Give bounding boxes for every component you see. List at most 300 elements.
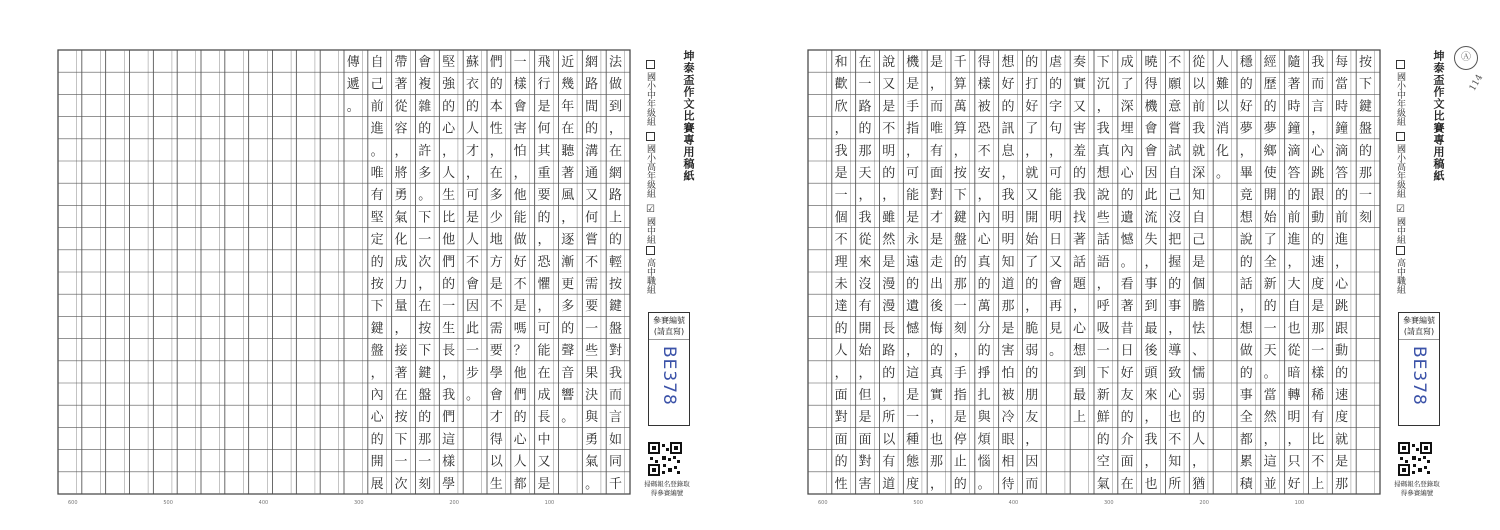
handwritten-char: 明 [1001,232,1015,248]
handwritten-char: 步 [465,365,479,381]
checkbox-icon[interactable] [1396,246,1405,255]
category-elementary-high[interactable]: 國小高年級組 [644,132,657,198]
handwritten-char: 不 [977,143,991,159]
handwritten-char: 所 [1168,476,1182,492]
handwritten-char: 滴 [1287,143,1301,159]
scale-label: 100 [1294,500,1305,506]
handwritten-char: 唯 [929,121,943,137]
handwritten-char: 那 [1001,299,1015,315]
category-elementary-middle[interactable]: 國小中年級組 [644,60,657,126]
handwritten-char: 扎 [977,387,991,403]
handwritten-char: 著 [394,77,408,93]
handwritten-char: 長 [442,343,456,359]
handwritten-char: 又 [1049,254,1063,270]
handwritten-char: ， [1096,99,1110,115]
handwritten-char: 按 [608,276,622,292]
handwritten-char: 鍵 [370,321,384,337]
handwritten-char: 鍵 [418,365,432,381]
handwritten-char: ， [1096,276,1110,292]
handwritten-char: 內 [370,387,384,403]
handwritten-char: 中 [537,432,551,448]
handwritten-char: 又 [537,454,551,470]
handwritten-char: 氣 [1096,476,1110,492]
handwritten-char: 每 [1335,54,1349,70]
qr-caption: 掃碼報名登錄取得參賽編號 [1394,480,1440,497]
checkbox-icon[interactable] [646,60,655,69]
handwritten-char: 不 [1311,454,1325,470]
handwritten-char: 跳 [1335,299,1349,315]
handwritten-char: 開 [370,454,384,470]
handwritten-char: 的 [418,410,432,426]
handwritten-char: 憾 [1120,232,1134,248]
handwritten-char: 的 [1287,188,1301,204]
handwritten-char: 漫 [882,276,896,292]
handwritten-char: 內 [1120,143,1134,159]
handwritten-char: 說 [1096,188,1110,204]
handwritten-char: 嗎 [513,321,527,337]
handwritten-char: 因 [465,299,479,315]
left-sidebar [640,40,730,500]
handwritten-char: 的 [442,276,456,292]
handwritten-char: 才 [465,143,479,159]
handwritten-char: 的 [929,343,943,359]
handwritten-char: 積 [1239,476,1253,492]
handwritten-char: 當 [1335,77,1349,93]
handwritten-char: 一 [394,454,408,470]
handwritten-char: 友 [1120,387,1134,403]
handwritten-char: 不 [834,232,848,248]
handwritten-char: 對 [929,188,943,204]
handwritten-char: 風 [561,188,575,204]
handwritten-char: ， [537,299,551,315]
handwritten-char: 因 [1025,454,1039,470]
handwritten-char: 把 [1168,232,1182,248]
handwritten-char: 心 [370,410,384,426]
handwritten-char: 成 [1120,54,1134,70]
handwritten-char: 按 [394,410,408,426]
handwritten-char: 動 [1335,343,1349,359]
handwritten-char: 有 [882,454,896,470]
handwritten-char: 話 [1096,232,1110,248]
handwritten-char: 就 [1335,432,1349,448]
handwritten-char: 道 [1001,276,1015,292]
handwritten-char: 盤 [1358,121,1372,137]
category-elementary-high[interactable]: 國小高年級組 [1394,132,1407,198]
handwritten-char: 下 [394,432,408,448]
handwritten-char: 沒 [1168,210,1182,226]
handwritten-char: 這 [442,432,456,448]
handwritten-char: 。 [1215,165,1229,181]
handwritten-char: 何 [585,210,599,226]
handwritten-char: 新 [1096,387,1110,403]
contestant-id: BE378 [659,346,679,406]
handwritten-char: 刻 [418,476,432,492]
handwritten-char: 下 [1358,77,1372,93]
handwritten-char: 溝 [585,143,599,159]
handwritten-char: 聽 [561,143,575,159]
handwritten-char: 羞 [1072,143,1086,159]
handwritten-char: 害 [1001,343,1015,359]
handwritten-char: 又 [882,77,896,93]
handwritten-char: 速 [1311,254,1325,270]
handwritten-char: 帶 [394,54,408,70]
checkbox-icon[interactable] [646,246,655,255]
handwritten-char: 可 [906,165,920,181]
handwritten-char: 天 [1263,343,1277,359]
handwritten-char: 恐 [977,121,991,137]
handwritten-char: 的 [1335,188,1349,204]
handwritten-char: ， [489,143,503,159]
handwritten-char: 要 [585,299,599,315]
handwritten-char: 心 [1335,276,1349,292]
handwritten-char: 樣 [1311,365,1325,381]
handwritten-char: 到 [608,99,622,115]
handwritten-char: 的 [953,476,967,492]
handwritten-char: 展 [370,476,384,492]
handwritten-char: 真 [1096,143,1110,159]
handwritten-char: 一 [1358,188,1372,204]
handwritten-char: ， [1311,121,1325,137]
handwritten-char: 對 [858,454,872,470]
handwritten-char: 萬 [977,299,991,315]
handwritten-char: ， [1239,299,1253,315]
handwritten-char: 度 [1335,410,1349,426]
handwritten-char: 鍵 [953,210,967,226]
handwritten-char: 悔 [929,321,943,337]
handwritten-char: 也 [1287,321,1301,337]
handwritten-char: 個 [1192,276,1206,292]
handwritten-char: 飛 [537,54,551,70]
handwritten-char: 這 [906,365,920,381]
handwritten-char: 將 [394,165,408,181]
handwritten-char: 可 [1049,165,1063,181]
handwritten-char: 是 [882,99,896,115]
right-grid-lines [808,50,1380,494]
handwritten-char: 才 [929,210,943,226]
handwritten-char: 聲 [561,343,575,359]
handwritten-char: 日 [1049,232,1063,248]
handwritten-char: 猶 [1192,476,1206,492]
handwritten-char: 蘇 [465,54,479,70]
handwritten-char: 有 [370,188,384,204]
handwritten-char: ， [1263,432,1277,448]
handwritten-char: 好 [1025,99,1039,115]
handwritten-char: 我 [834,143,848,159]
handwritten-char: 知 [1192,188,1206,204]
handwritten-char: 做 [608,77,622,93]
checkmark-icon[interactable]: ☑ [645,204,656,215]
handwritten-char: 在 [561,121,575,137]
handwritten-char: 人 [442,165,456,181]
handwritten-char: 那 [953,276,967,292]
handwritten-char: 夢 [1263,121,1277,137]
handwritten-char: 試 [1168,143,1182,159]
handwritten-char: 都 [513,476,527,492]
qr-caption: 掃碼報名登錄取得參賽編號 [644,480,690,497]
handwritten-char: 始 [858,343,872,359]
handwritten-char: 路 [858,99,872,115]
handwritten-char: ， [834,365,848,381]
handwritten-char: 後 [1144,343,1158,359]
handwritten-char: 心 [1120,165,1134,181]
handwritten-char: 在 [394,387,408,403]
handwritten-char: 我 [608,365,622,381]
handwritten-char: 題 [1072,276,1086,292]
handwritten-char: 雜 [418,99,432,115]
handwritten-char: 累 [1239,454,1253,470]
handwritten-char: 會 [465,276,479,292]
handwritten-char: 實 [1072,77,1086,93]
handwritten-char: 那 [929,454,943,470]
handwritten-char: 我 [1192,121,1206,137]
handwritten-char: 前 [1335,210,1349,226]
handwritten-char: 他 [513,188,527,204]
category-junior-high[interactable]: ☑國中組 [645,204,656,244]
right-sidebar [1390,40,1480,500]
handwritten-char: 是 [537,476,551,492]
handwritten-char: 是 [1311,299,1325,315]
handwritten-char: 成 [394,254,408,270]
handwritten-char: 跟 [1335,321,1349,337]
handwritten-char: 唯 [370,165,384,181]
handwritten-char: 說 [882,54,896,70]
handwritten-char: 與 [977,410,991,426]
checkbox-icon[interactable] [1396,132,1405,141]
handwritten-char: 勇 [585,432,599,448]
handwritten-char: 嘗 [585,232,599,248]
handwritten-char: 道 [882,476,896,492]
handwritten-char: 機 [906,54,920,70]
handwritten-char: 下 [370,299,384,315]
handwritten-char: 。 [465,387,479,403]
handwritten-char: 言 [608,410,622,426]
handwritten-char: 握 [1168,254,1182,270]
qr-code-icon[interactable] [648,442,682,476]
form-title: 坤泰盃作文比賽專用稿紙 [1432,50,1445,182]
handwritten-char: 知 [1168,454,1182,470]
handwritten-char: ， [418,276,432,292]
handwritten-char: 的 [1311,232,1325,248]
handwritten-char: 看 [1120,276,1134,292]
handwritten-char: 隨 [1287,54,1301,70]
handwritten-char: 性 [834,476,848,492]
handwritten-char: 從 [1287,343,1301,359]
handwritten-char: 按 [953,165,967,181]
handwritten-char: 這 [1263,454,1277,470]
handwritten-char: 自 [1287,299,1301,315]
left-grid-lines [58,50,630,494]
handwritten-char: 有 [858,299,872,315]
handwritten-char: 我 [442,387,456,403]
handwritten-char: 以 [1192,77,1206,93]
scale-label: 100 [544,500,555,506]
handwritten-char: 的 [489,77,503,93]
handwritten-char: 我 [1072,188,1086,204]
handwritten-char: ， [1025,299,1039,315]
handwritten-char: ， [929,77,943,93]
handwritten-char: 鮮 [1096,410,1110,426]
handwritten-char: 懦 [1192,365,1206,381]
handwritten-char: 全 [1239,410,1253,426]
category-senior-high[interactable]: 高中職組 [644,246,657,294]
handwritten-char: 才 [489,410,503,426]
handwritten-char: 也 [1168,410,1182,426]
handwritten-char: 衣 [465,77,479,93]
handwritten-char: 憾 [906,321,920,337]
handwritten-char: 他 [442,232,456,248]
handwritten-char: 又 [1025,188,1039,204]
handwritten-char: 惱 [977,454,991,470]
handwritten-char: 當 [1263,387,1277,403]
handwritten-char: ， [1287,254,1301,270]
handwritten-char: 我 [1001,188,1015,204]
handwritten-char: 一 [1263,321,1277,337]
handwritten-char: 上 [608,210,622,226]
handwritten-char: 跟 [1311,188,1325,204]
handwritten-char: 是 [1001,321,1015,337]
handwritten-char: ， [608,121,622,137]
qr-code-icon[interactable] [1398,442,1432,476]
handwritten-char: 安 [977,165,991,181]
handwritten-char: 算 [953,77,967,93]
checkmark-icon[interactable]: ☑ [1395,204,1406,215]
handwritten-char: 了 [1263,232,1277,248]
handwritten-char: ， [442,365,456,381]
handwritten-char: 化 [1215,143,1229,159]
handwritten-char: 堅 [442,54,456,70]
handwritten-char: ， [882,387,896,403]
handwritten-char: 盤 [418,387,432,403]
handwritten-char: 人 [1192,432,1206,448]
scale-label: 600 [818,500,828,506]
handwritten-char: 種 [906,432,920,448]
handwritten-char: 量 [394,299,408,315]
handwritten-char: 其 [537,143,551,159]
right-handwriting [835,54,1373,492]
handwritten-char: 生 [442,188,456,204]
handwritten-char: 全 [1263,254,1277,270]
handwritten-char: 出 [929,276,943,292]
handwritten-char: 通 [585,165,599,181]
handwritten-char: 速 [1335,387,1349,403]
handwritten-char: 深 [1120,99,1134,115]
handwritten-char: 重 [537,165,551,181]
handwritten-char: ， [442,143,456,159]
handwritten-char: 人 [465,232,479,248]
handwritten-char: 被 [977,99,991,115]
handwritten-char: 的 [1120,188,1134,204]
handwritten-char: 掙 [977,365,991,381]
handwritten-char: 心 [513,432,527,448]
handwritten-char: 不 [465,254,479,270]
handwritten-char: 好 [1239,99,1253,115]
handwritten-char: 的 [1001,99,1015,115]
handwritten-char: 經 [1263,54,1277,70]
handwritten-char: 多 [489,188,503,204]
category-senior-high[interactable]: 高中職組 [1394,246,1407,294]
scale-label: 300 [1104,500,1114,506]
handwritten-char: 弱 [1025,343,1039,359]
handwritten-char: 的 [1192,410,1206,426]
handwritten-char: 的 [834,321,848,337]
handwritten-char: 友 [1025,410,1039,426]
handwritten-char: 打 [1025,77,1039,93]
handwritten-char: 句 [1049,121,1063,137]
handwritten-char: 畢 [1239,165,1253,181]
handwritten-char: 網 [608,165,622,181]
handwritten-char: 會 [489,387,503,403]
handwritten-char: 指 [906,121,920,137]
handwritten-char: 眼 [1001,432,1015,448]
handwritten-char: 勇 [394,188,408,204]
handwritten-char: 不 [513,276,527,292]
handwritten-char: 做 [1239,343,1253,359]
handwritten-char: 欣 [834,99,848,115]
handwritten-char: 吸 [1096,321,1110,337]
handwritten-char: ， [858,365,872,381]
handwritten-char: 竟 [1239,188,1253,204]
handwritten-char: 以 [882,432,896,448]
handwritten-char: 怯 [1192,321,1206,337]
handwritten-char: 害 [513,121,527,137]
handwritten-char: ， [1144,410,1158,426]
handwritten-char: 人 [513,454,527,470]
handwritten-char: 那 [1311,321,1325,337]
handwritten-char: 失 [1144,232,1158,248]
handwritten-char: 此 [1144,188,1158,204]
checkbox-icon[interactable] [646,132,655,141]
handwritten-char: 氣 [394,210,408,226]
handwritten-char: 次 [418,254,432,270]
handwritten-char: 的 [513,410,527,426]
handwritten-char: 有 [929,143,943,159]
handwritten-char: ， [1144,454,1158,470]
handwritten-char: 態 [906,454,920,470]
handwritten-char: 了 [1025,121,1039,137]
handwritten-char: 有 [1311,410,1325,426]
handwritten-char: 的 [608,232,622,248]
scale-label: 200 [1199,500,1209,506]
handwritten-char: 做 [513,232,527,248]
handwritten-char: 明 [1049,210,1063,226]
checkbox-icon[interactable] [1396,60,1405,69]
handwritten-char: 在 [418,299,432,315]
handwritten-char: 也 [929,432,943,448]
handwritten-char: 並 [1263,476,1277,492]
handwritten-char: 意 [1168,99,1182,115]
handwritten-char: 歡 [834,77,848,93]
handwritten-char: 一 [953,299,967,315]
handwritten-char: 的 [465,99,479,115]
handwritten-char: 時 [1287,99,1301,115]
handwritten-char: 從 [394,99,408,115]
handwritten-char: 何 [537,121,551,137]
handwritten-char: ， [394,143,408,159]
handwritten-char: 的 [1239,365,1253,381]
handwritten-char: 堅 [370,210,384,226]
category-junior-high[interactable]: ☑國中組 [1395,204,1406,244]
handwritten-char: 。 [370,143,384,159]
handwritten-char: 一 [858,77,872,93]
handwritten-char: 實 [929,387,943,403]
scale-label: 500 [913,500,923,506]
handwritten-char: 多 [561,299,575,315]
handwritten-char: ， [1072,299,1086,315]
category-elementary-middle[interactable]: 國小中年級組 [1394,60,1407,126]
handwritten-char: 面 [858,432,872,448]
handwritten-char: 害 [1072,121,1086,137]
handwritten-char: 就 [1192,143,1206,159]
